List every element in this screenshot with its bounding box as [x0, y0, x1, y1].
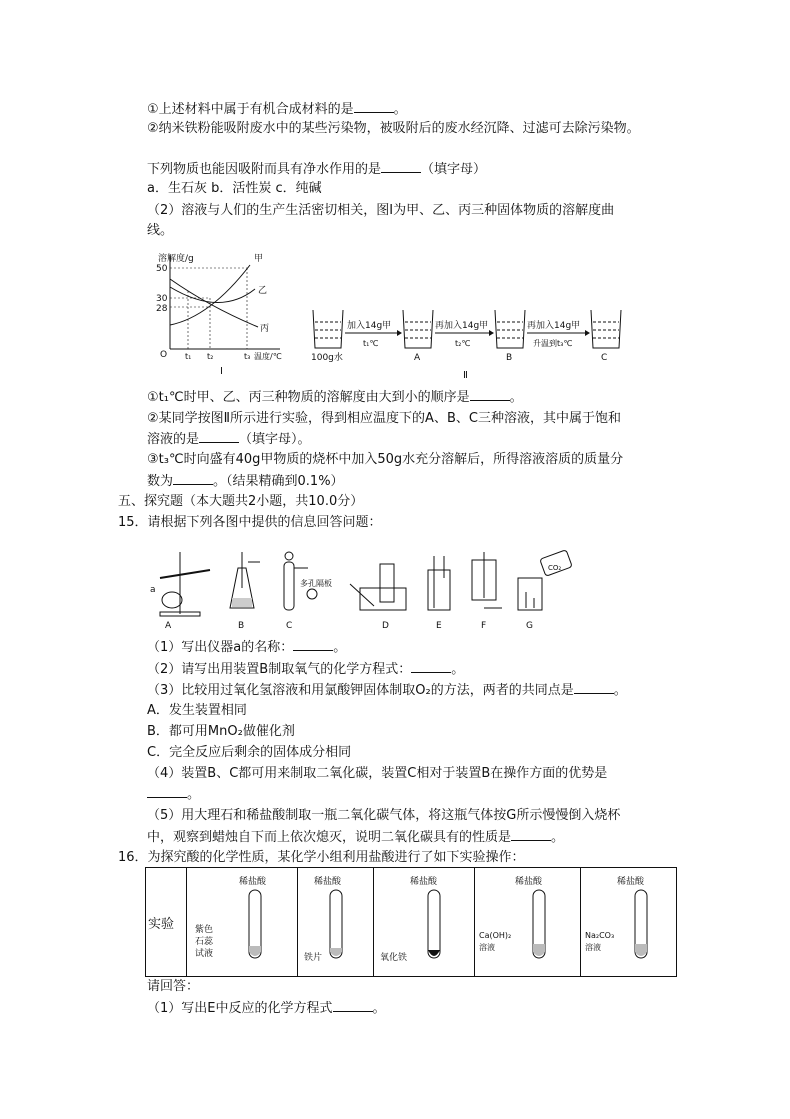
- q-line-3: 下列物质也能因吸附而具有净水作用的是 （填字母）: [147, 162, 487, 177]
- label-co2: CO₂: [548, 564, 562, 572]
- q15-part-2: （2）请写出用装置B制取氧气的化学方程式： 。: [147, 662, 465, 677]
- tick-t2: t₂: [207, 352, 214, 361]
- apparatus-C: [284, 552, 332, 610]
- label-F: F: [481, 621, 487, 631]
- answer-prompt: 请回答：: [147, 979, 200, 994]
- q15-part-4-answer: 。: [147, 785, 200, 804]
- tick-30: 30: [156, 294, 168, 304]
- row-label: 实验: [148, 916, 175, 932]
- reagent-1-line-1: 紫色: [195, 925, 214, 935]
- label-D: D: [382, 621, 389, 631]
- tick-t1: t₁: [185, 352, 192, 361]
- label-bing: 丙: [260, 324, 270, 334]
- experiment-cell-1: [187, 868, 298, 977]
- beaker-start: [313, 310, 343, 348]
- curve-yi: [170, 287, 255, 303]
- x-axis-label: 温度/℃: [254, 352, 282, 361]
- label-G: G: [526, 621, 533, 631]
- label-A: A: [165, 621, 172, 631]
- q-line-2: ②纳米铁粉能吸附废水中的某些污染物，被吸附后的废水经沉降、过滤可去除污染物。: [147, 121, 640, 136]
- answer-blank[interactable]: [354, 100, 394, 113]
- q15-part-3: （3）比较用过氧化氢溶液和用氯酸钾固体制取O₂的方法，两者的共同点是 。: [147, 683, 627, 698]
- answer-blank[interactable]: [574, 681, 614, 694]
- answer-blank[interactable]: [411, 660, 451, 673]
- q15-part-5b: 中，观察到蜡烛自下而上依次熄灭，说明二氧化碳具有的性质是 。: [147, 830, 565, 845]
- solubility-chart: [150, 247, 300, 377]
- apparatus-D: [350, 564, 406, 610]
- step3-label: 再加入14g甲: [527, 321, 581, 331]
- answer-blank[interactable]: [293, 638, 333, 651]
- beaker-B: [495, 310, 525, 348]
- label-E: E: [436, 621, 442, 631]
- label-a: a: [150, 585, 156, 595]
- apparatus-diagram: [150, 548, 580, 633]
- step3-cond: 升温到t₃℃: [533, 339, 573, 348]
- answer-blank[interactable]: [173, 472, 213, 485]
- label-water: 100g水: [311, 353, 343, 363]
- tick-t3: t₃: [244, 352, 251, 361]
- step1-label: 加入14g甲: [347, 321, 392, 331]
- step1-cond: t₁℃: [363, 339, 379, 348]
- label-B: B: [506, 353, 513, 363]
- step2-label: 再加入14g甲: [435, 321, 489, 331]
- label-yi: 乙: [258, 286, 268, 296]
- answer-blank[interactable]: [199, 430, 239, 443]
- question-15: 15．请根据下列各图中提供的信息回答问题：: [118, 515, 382, 530]
- row-label-cell: [146, 868, 187, 977]
- fig1-caption: Ⅰ: [220, 366, 223, 377]
- fig2-caption: Ⅱ: [463, 370, 468, 381]
- reagent-5-line-1: Na₂CO₃: [585, 931, 615, 940]
- apparatus-G: [518, 550, 572, 610]
- label-B: B: [238, 621, 245, 631]
- option-A: A．发生装置相同: [147, 703, 247, 718]
- q16-part-1: （1）写出E中反应的化学方程式 。: [147, 1001, 386, 1016]
- label-C: C: [286, 621, 293, 631]
- experiment-diagram: [305, 300, 630, 382]
- q15-part-5a: （5）用大理石和稀盐酸制取一瓶二氧化碳气体，将这瓶气体按G所示慢慢倒入烧杯: [147, 808, 621, 823]
- label-C: C: [601, 353, 608, 363]
- answer-blank[interactable]: [147, 785, 187, 798]
- label-A: A: [414, 353, 421, 363]
- q-line-6: 线。: [147, 223, 174, 238]
- option-B: B．都可用MnO₂做催化剂: [147, 724, 295, 739]
- step2-cond: t₂℃: [455, 339, 471, 348]
- question-16: 16．为探究酸的化学性质，某化学小组利用盐酸进行了如下实验操作：: [118, 850, 525, 865]
- acid-label: 稀盐酸: [314, 877, 342, 887]
- apparatus-B: [230, 552, 260, 608]
- experiment-cell-5: [581, 868, 677, 977]
- answer-blank[interactable]: [333, 999, 373, 1012]
- y-axis-label: 溶解度/g: [158, 254, 194, 264]
- acid-label: 稀盐酸: [617, 877, 645, 887]
- reagent-3: 氧化铁: [380, 953, 408, 963]
- q15-part-4: （4）装置B、C都可用来制取二氧化碳，装置C相对于装置B在操作方面的优势是: [147, 766, 608, 781]
- experiment-cell-4: [475, 868, 581, 977]
- beaker-C: [591, 310, 621, 348]
- q15-part-1: （1）写出仪器a的名称： 。: [147, 640, 347, 655]
- apparatus-A: [150, 552, 210, 616]
- label-plate: 多孔隔板: [300, 579, 332, 588]
- answer-blank[interactable]: [470, 388, 510, 401]
- acid-label: 稀盐酸: [515, 877, 543, 887]
- q-line-11: 数为 。（结果精确到0.1%）: [147, 474, 344, 489]
- q-line-9: 溶液的是 （填字母）。: [147, 432, 311, 447]
- q-line-8: ②某同学按图Ⅱ所示进行实验，得到相应温度下的A、B、C三种溶液，其中属于饱和: [147, 411, 621, 426]
- label-jia: 甲: [254, 254, 264, 264]
- reagent-1-line-3: 试液: [195, 949, 214, 959]
- q-line-4: a．生石灰 b．活性炭 c．纯碱: [147, 181, 322, 196]
- apparatus-F: [472, 552, 502, 608]
- answer-blank[interactable]: [511, 828, 551, 841]
- acid-label: 稀盐酸: [410, 877, 438, 887]
- experiment-cell-3: [374, 868, 475, 977]
- q-line-7: ①t₁℃时甲、乙、丙三种物质的溶解度由大到小的顺序是 。: [147, 390, 523, 405]
- experiment-table: [145, 867, 677, 977]
- tick-50: 50: [156, 264, 168, 274]
- section-5-title: 五、探究题（本大题共2小题，共10.0分）: [118, 494, 364, 509]
- reagent-4-line-1: Ca(OH)₂: [479, 931, 512, 940]
- reagent-5-line-2: 溶液: [585, 943, 601, 952]
- q-line-10: ③t₃℃时向盛有40g甲物质的烧杯中加入50g水充分溶解后，所得溶液溶质的质量分: [147, 452, 624, 467]
- q-line-1: ①上述材料中属于有机合成材料的是 。: [147, 102, 407, 117]
- apparatus-E: [428, 556, 450, 610]
- reagent-2: 铁片: [304, 953, 323, 963]
- origin-label: O: [160, 350, 168, 360]
- tick-28: 28: [156, 304, 168, 314]
- acid-label: 稀盐酸: [239, 877, 267, 887]
- answer-blank[interactable]: [381, 160, 421, 173]
- beaker-A: [403, 310, 433, 348]
- reagent-4-line-2: 溶液: [479, 943, 495, 952]
- q-line-5: （2）溶液与人们的生产生活密切相关，图Ⅰ为甲、乙、丙三种固体物质的溶解度曲: [147, 203, 615, 218]
- option-C: C．完全反应后剩余的固体成分相同: [147, 745, 352, 760]
- experiment-cell-2: [298, 868, 374, 977]
- reagent-1-line-2: 石蕊: [195, 937, 214, 947]
